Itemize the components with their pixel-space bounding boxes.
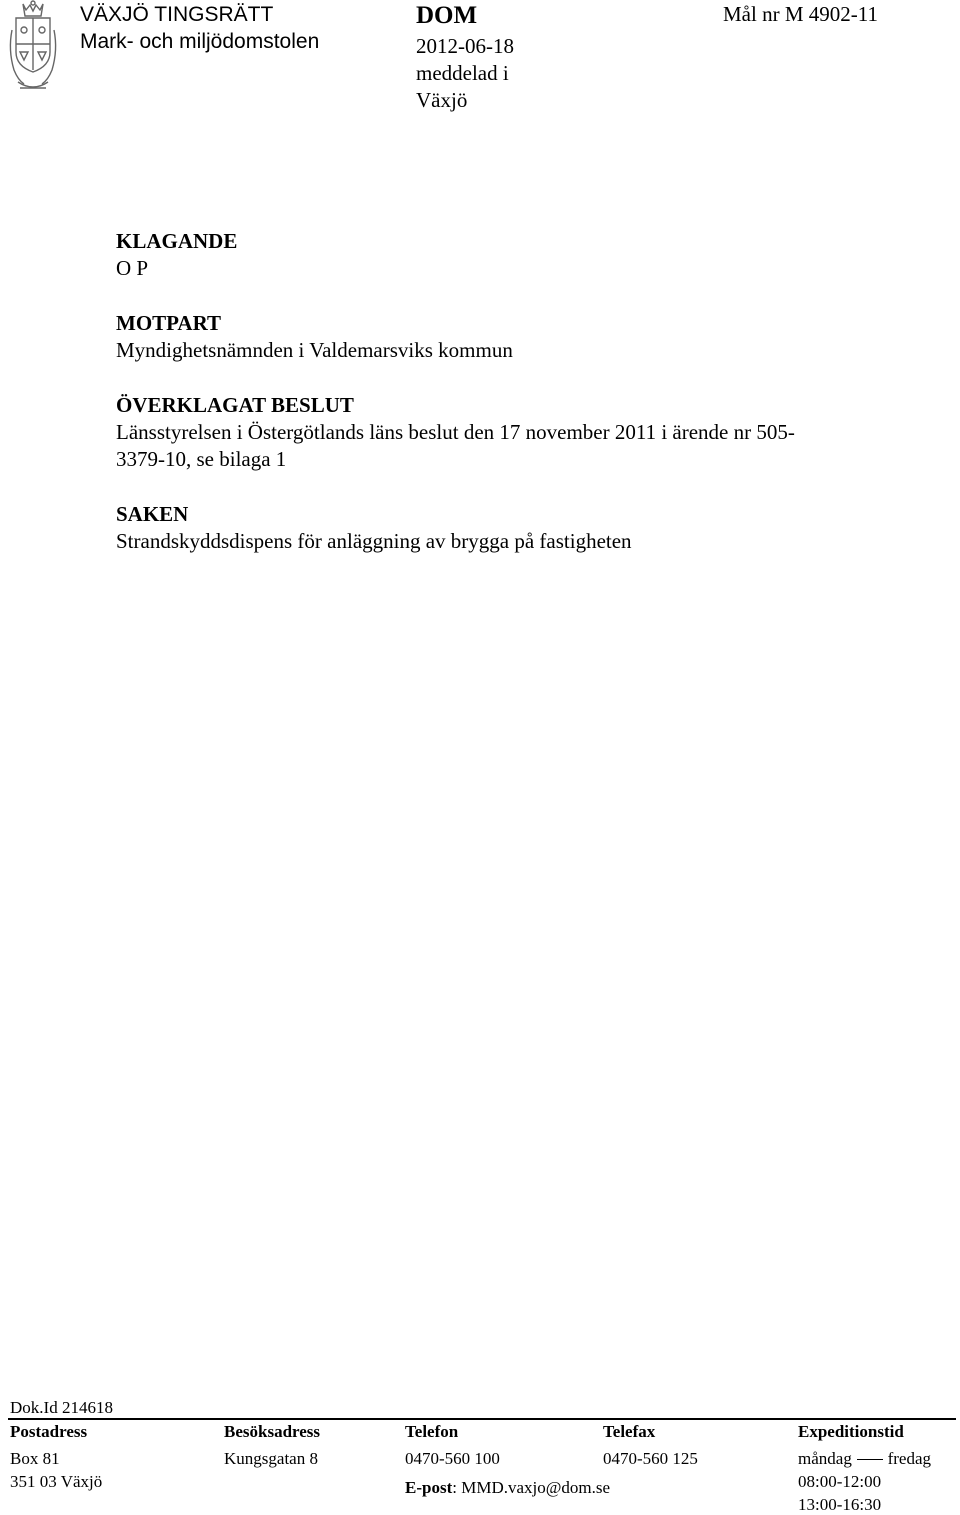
telefon-number: 0470-560 100 [405,1449,500,1468]
epost-address[interactable]: : MMD.vaxjo@dom.se [452,1478,611,1497]
expeditionstid-time1: 08:00-12:00 [798,1472,882,1491]
postadress-line1: Box 81 [10,1449,60,1468]
expeditionstid-days [798,1449,931,1469]
besoksadress-label: Besöksadress [224,1422,321,1441]
overklagat-text-line1: Länsstyrelsen i Östergötlands läns beslut den 17 november 2011 i ärende nr 505- [116,420,795,444]
court-division: Mark- och miljödomstolen [80,30,320,53]
delivered-place: Växjö [416,88,468,112]
telefax-label: Telefax [603,1422,656,1441]
overklagat-heading: ÖVERKLAGAT BESLUT [116,393,354,417]
klagande-name: O P [116,256,149,280]
expeditionstid-day-from: måndag [798,1449,852,1468]
case-number: Mål nr M 4902-11 [723,2,878,26]
delivered-label: meddelad i [416,61,509,85]
decision-date: 2012-06-18 [416,34,514,58]
saken-text: Strandskyddsdispens för anläggning av brygga på fastigheten [116,529,632,553]
overklagat-text-line2: 3379-10, se bilaga 1 [116,447,287,471]
document-id: Dok.Id 214618 [10,1398,113,1417]
coat-of-arms-icon [6,0,60,94]
telefon-label: Telefon [405,1422,459,1441]
motpart-name: Myndighetsnämnden i Valdemarsviks kommun [116,338,513,362]
epost-label: E-post [405,1478,453,1497]
expeditionstid-day-to: fredag [887,1449,931,1468]
saken-heading: SAKEN [116,502,189,526]
expeditionstid-dash [857,1459,883,1469]
postadress-label: Postadress [10,1422,88,1441]
footer-divider [8,1418,956,1420]
epost[interactable] [405,1478,610,1498]
document-type: DOM [416,2,478,29]
expeditionstid-label: Expeditionstid [798,1422,904,1441]
klagande-heading: KLAGANDE [116,229,238,253]
telefax-number: 0470-560 125 [603,1449,698,1468]
expeditionstid-time2: 13:00-16:30 [798,1495,882,1514]
motpart-heading: MOTPART [116,311,222,335]
court-name: VÄXJÖ TINGSRÄTT [80,3,274,26]
postadress-line2: 351 03 Växjö [10,1472,103,1491]
besoksadress-line1: Kungsgatan 8 [224,1449,318,1468]
